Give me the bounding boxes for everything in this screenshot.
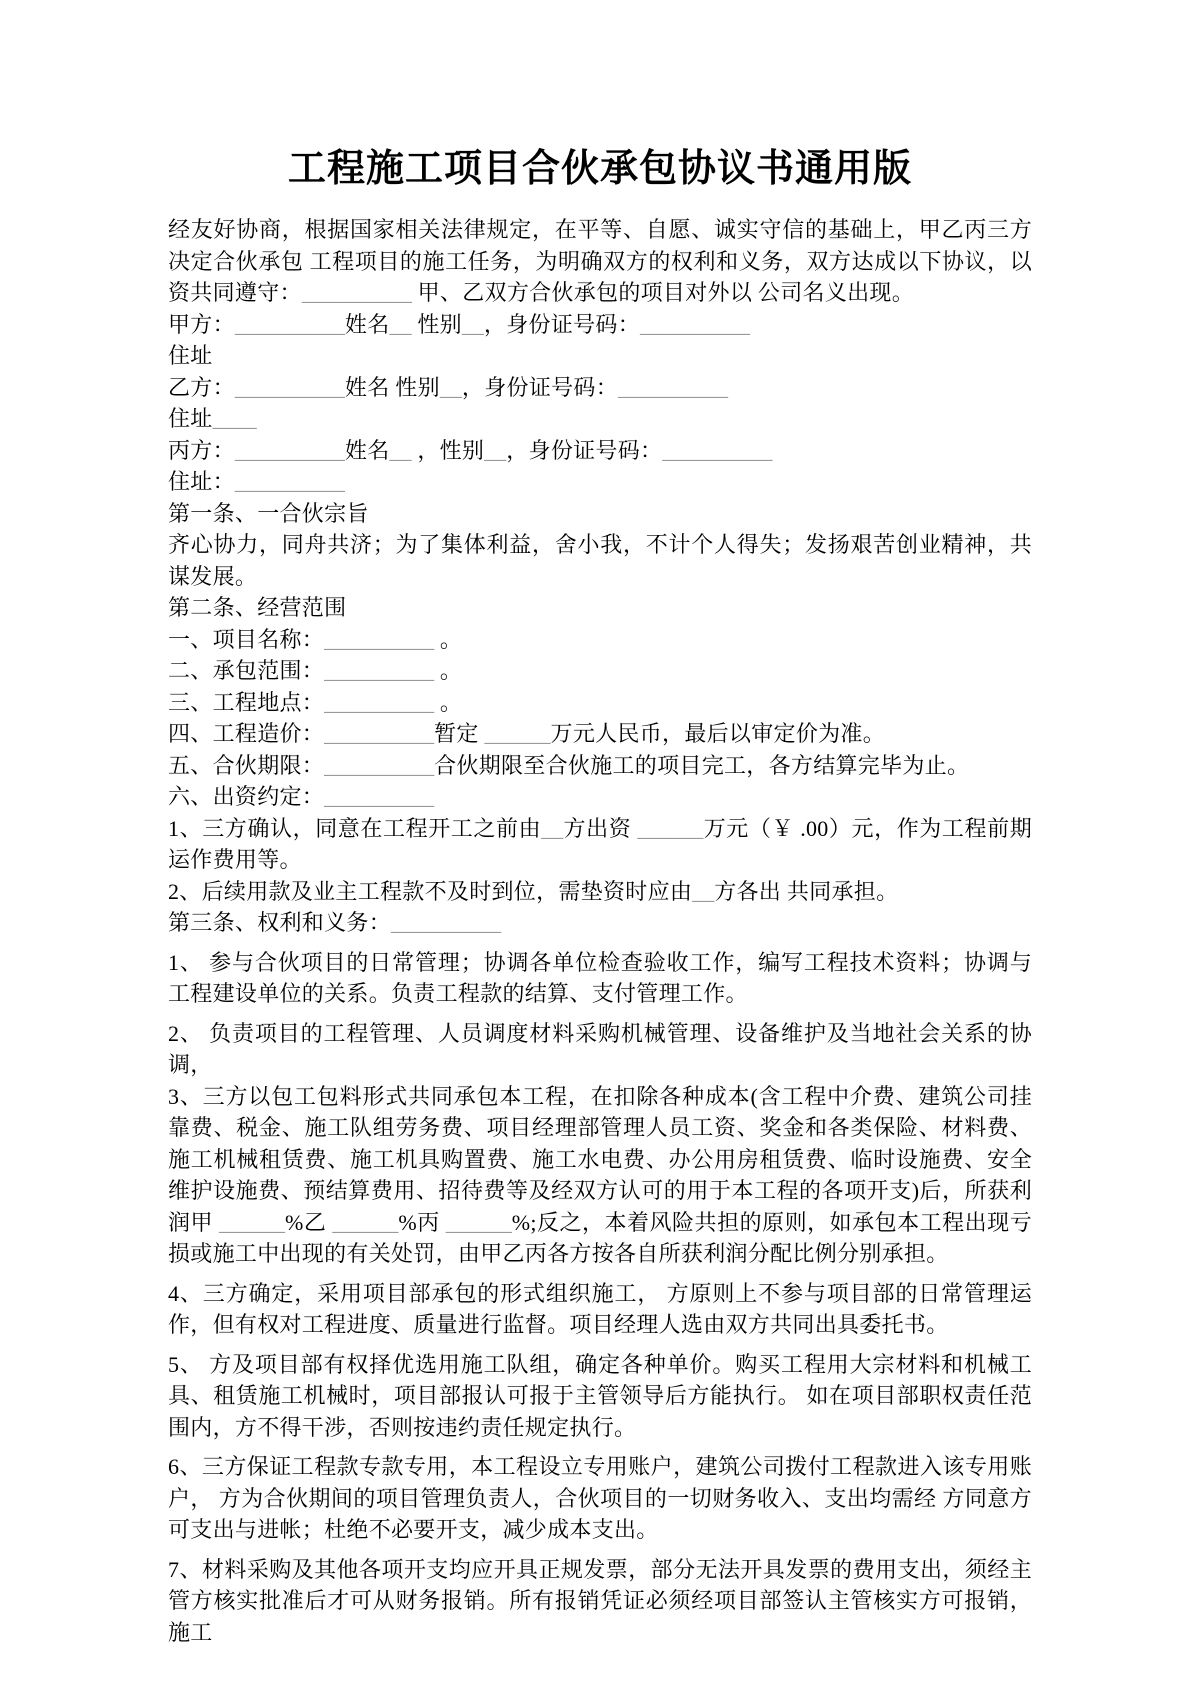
paragraph-1: 经友好协商，根据国家相关法律规定，在平等、自愿、诚实守信的基础上，甲乙丙三方决定合伙承包 工程项目的施工任务，为明确双方的权利和义务，双方达成以下协议，以资共同遵守：__________ 甲、乙双方合伙承包的项目对外以 公司名义出现。	[168, 217, 1032, 305]
paragraph-17: 1、三方确认，同意在工程开工之前由__方出资 ______万元（￥ .00）元，作为工程前期运作费用等。	[168, 815, 1032, 872]
blank-line: __	[461, 311, 484, 337]
blank-line: __	[389, 311, 412, 337]
blank-line: ______	[332, 1209, 399, 1235]
blank-line: ____	[212, 406, 257, 431]
paragraph-14: 四、工程造价：__________暂定 ______万元人民币，最后以审定价为准。	[168, 721, 886, 746]
blank-line: __________	[234, 469, 345, 494]
blank-line: __________	[618, 374, 729, 400]
blank-line: __________	[324, 626, 435, 652]
blank-line: __________	[640, 311, 751, 337]
paragraph-12: 二、承包范围：__________ 。	[168, 658, 463, 683]
blank-line: ______	[219, 1209, 286, 1235]
blank-line: ______	[445, 1209, 512, 1235]
paragraph-3: 住址	[168, 343, 213, 368]
blank-line: __________	[234, 374, 345, 400]
paragraph-13: 三、工程地点：__________ 。	[168, 689, 463, 715]
blank-line: __________	[324, 658, 435, 683]
paragraph-26: 7、材料采购及其他各项开支均应开具正规发票，部分无法开具发票的费用支出，须经主管方核实批准后才可从财务报销。所有报销凭证必须经项目部签认主管核实方可报销，施工	[168, 1556, 1032, 1645]
document-content	[168, 140, 1032, 1648]
blank-line: __________	[324, 689, 435, 715]
paragraph-24: 5、 方及项目部有权择优选用施工队组，确定各种单价。购买工程用大宗材料和机械工具、租赁施工机械时，项目部报认可报于主管领导后方能执行。 如在项目部职权责任范围内，方不得干涉，否则按违约责任规定执行。	[168, 1351, 1032, 1440]
paragraph-8: 第一条、一合伙宗旨	[168, 500, 369, 526]
paragraph-10: 第二条、经营范围	[168, 595, 347, 620]
paragraph-16: 六、出资约定：__________	[168, 784, 435, 809]
blank-line: ______	[484, 721, 551, 746]
blank-line: __	[692, 878, 715, 904]
paragraph-2: 甲方：__________姓名__ 性别__，身份证号码：__________	[168, 311, 751, 337]
paragraph-4: 乙方：__________姓名 性别__，身份证号码：__________	[168, 374, 729, 400]
blank-line: __________	[301, 280, 412, 305]
paragraph-20: 1、 参与合伙项目的日常管理；协调各单位检查验收工作，编写工程技术资料；协调与工程建设单位的关系。负责工程款的结算、支付管理工作。	[168, 949, 1032, 1006]
paragraph-19: 第三条、权利和义务：__________	[168, 910, 502, 935]
blank-line: __________	[234, 311, 345, 337]
blank-line: __________	[324, 721, 435, 746]
blank-line: __________	[324, 784, 435, 809]
paragraph-22: 3、三方以包工包料形式共同承包本工程，在扣除各种成本(含工程中介费、建筑公司挂靠费、税金、施工队组劳务费、项目经理部管理人员工资、奖金和各类保险、材料费、施工机械租赁费、施工机具购置费、施工水电费、办公用房租赁费、临时设施费、安全维护设施费、预结算费用、招待费等及经双方认可的用于本工程的各项开支)后，所获利润甲 ______%乙 ______%丙 ______%;反之，本着风险共担的原则，如承包本工程出现亏损或施工中出现的有关处罚，由甲乙丙各方按各自所获利润分配比例分别承担。	[168, 1083, 1032, 1266]
blank-line: ______	[637, 815, 704, 841]
blank-line: __	[439, 374, 462, 400]
paragraph-9: 齐心协力，同舟共济；为了集体利益，舍小我，不计个人得失；发扬艰苦创业精神，共谋发展。	[168, 532, 1032, 589]
blank-line: __________	[234, 437, 345, 463]
paragraph-11: 一、项目名称：__________ 。	[168, 626, 463, 652]
blank-line: __________	[391, 910, 502, 935]
blank-line: __________	[662, 437, 773, 463]
paragraph-5: 住址____	[168, 406, 257, 431]
paragraph-25: 6、三方保证工程款专款专用，本工程设立专用账户，建筑公司拨付工程款进入该专用账户， 方为合伙期间的项目管理负责人，合伙项目的一切财务收入、支出均需经 方同意方可支出与进帐；杜绝不必要开支，减少成本支出。	[168, 1454, 1032, 1542]
document-body	[168, 214, 1032, 1648]
paragraph-15: 五、合伙期限：__________合伙期限至合伙施工的项目完工，各方结算完毕为止。	[168, 752, 970, 778]
document-title: 工程施工项目合伙承包协议书通用版	[287, 148, 912, 190]
paragraph-7: 住址：__________	[168, 469, 345, 494]
paragraph-18: 2、后续用款及业主工程款不及时到位，需垫资时应由__方各出 共同承担。	[168, 878, 899, 904]
blank-line: __	[389, 437, 412, 463]
paragraph-23: 4、三方确定，采用项目部承包的形式组织施工， 方原则上不参与项目部的日常管理运作，但有权对工程进度、质量进行监督。项目经理人选由双方共同出具委托书。	[168, 1280, 1032, 1337]
paragraph-6: 丙方：__________姓名__ ，性别__，身份证号码：__________	[168, 437, 773, 463]
blank-line: __	[541, 815, 564, 841]
paragraph-21: 2、 负责项目的工程管理、人员调度材料采购机械管理、设备维护及当地社会关系的协调，	[168, 1020, 1032, 1077]
blank-line: __	[484, 437, 507, 463]
blank-line: __________	[324, 752, 435, 778]
